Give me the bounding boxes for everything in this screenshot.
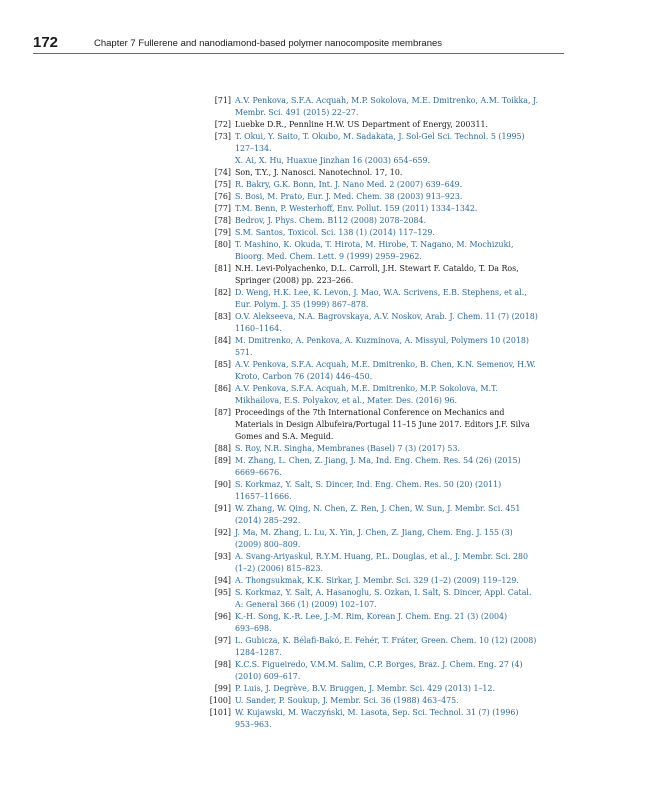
reference-item <box>203 287 565 311</box>
reference-link-text[interactable]: Bedrov, J. Phys. Chem. B112 (2008) 2078–2084. <box>235 216 427 225</box>
reference-link-text[interactable]: 127–134. <box>235 144 272 153</box>
reference-number: [86] <box>214 384 231 393</box>
reference-number: [85] <box>214 360 231 369</box>
reference-link-text[interactable]: Bioorg. Med. Chem. Lett. 9 (1999) 2959–2962. <box>235 252 422 261</box>
reference-item <box>203 119 565 131</box>
reference-item <box>203 227 565 239</box>
reference-link-text[interactable]: A.V. Penkova, S.F.A. Acquah, M.P. Sokolova, M.E. Dmitrenko, A.M. Toikka, J. <box>235 96 539 105</box>
reference-number: [100] <box>209 696 231 705</box>
reference-number: [95] <box>214 588 231 597</box>
reference-item <box>203 455 565 479</box>
reference-link-text[interactable]: (2009) 800–809. <box>235 540 301 549</box>
reference-item <box>203 131 565 167</box>
reference-item <box>203 683 565 695</box>
reference-item <box>203 659 565 683</box>
reference-link-text[interactable]: O.V. Alekseeva, N.A. Bagrovskaya, A.V. Noskov, Arab. J. Chem. 11 (7) (2018) <box>235 312 538 321</box>
page-header <box>33 35 593 51</box>
reference-item <box>203 695 565 707</box>
reference-number: [79] <box>214 228 231 237</box>
reference-number: [78] <box>214 216 231 225</box>
reference-link-text[interactable]: J. Ma, M. Zhang, L. Lu, X. Yin, J. Chen, Z. Jiang, Chem. Eng. J. 155 (3) <box>235 528 513 537</box>
reference-item <box>203 203 565 215</box>
reference-item <box>203 503 565 527</box>
reference-text: Springer (2008) pp. 223–266. <box>235 276 354 285</box>
reference-link-text[interactable]: 693–698. <box>235 624 272 633</box>
reference-text: Gomes and S.A. Meguid. <box>235 432 334 441</box>
reference-number: [82] <box>214 288 231 297</box>
reference-link-text[interactable]: A.V. Penkova, S.F.A. Acquah, M.E. Dmitrenko, M.P. Sokolova, M.T. <box>235 384 498 393</box>
reference-link-text[interactable]: W. Zhang, W. Qing, N. Chen, Z. Ren, J. Chen, W. Sun, J. Membr. Sci. 451 <box>235 504 521 513</box>
reference-link-text[interactable]: (2010) 609–617. <box>235 672 301 681</box>
reference-number: [96] <box>214 612 231 621</box>
reference-item <box>203 479 565 503</box>
reference-number: [74] <box>214 168 231 177</box>
reference-number: [98] <box>214 660 231 669</box>
reference-text: N.H. Levi-Polyachenko, D.L. Carroll, J.H. Stewart F. Cataldo, T. Da Ros, <box>235 264 519 273</box>
reference-link-text[interactable]: 1160–1164. <box>235 324 282 333</box>
reference-item <box>203 443 565 455</box>
reference-link-text[interactable]: L. Gubicza, K. Bélafi-Bakó, E. Fehér, T. Fráter, Green. Chem. 10 (12) (2008) <box>235 636 537 645</box>
reference-link-text[interactable]: K.-H. Song, K.-R. Lee, J.-M. Rim, Korean J. Chem. Eng. 21 (3) (2004) <box>235 612 508 621</box>
reference-item <box>203 311 565 335</box>
reference-link-text[interactable]: 11657–11666. <box>235 492 292 501</box>
reference-number: [91] <box>214 504 231 513</box>
reference-number: [71] <box>214 96 231 105</box>
reference-item <box>203 191 565 203</box>
reference-number: [88] <box>214 444 231 453</box>
reference-link-text[interactable]: Kroto, Carbon 76 (2014) 446–450. <box>235 372 373 381</box>
reference-item <box>203 95 565 119</box>
reference-number: [77] <box>214 204 231 213</box>
reference-link-text[interactable]: 953–963. <box>235 720 272 729</box>
reference-link-text[interactable]: Eur. Polym. J. 35 (1999) 867–878. <box>235 300 369 309</box>
reference-link-text[interactable]: R. Bakry, G.K. Bonn, Int. J. Nano Med. 2 (2007) 639–649. <box>235 180 463 189</box>
reference-number: [76] <box>214 192 231 201</box>
reference-item <box>203 167 565 179</box>
reference-number: [75] <box>214 180 231 189</box>
reference-link-text[interactable]: X. Ai, X. Hu, Huaxue Jinzhan 16 (2003) 654–659. <box>235 156 431 165</box>
reference-link-text[interactable]: Membr. Sci. 491 (2015) 22–27. <box>235 108 359 117</box>
reference-link-text[interactable]: M. Dmitrenko, A. Penkova, A. Kuzminova, A. Missyul, Polymers 10 (2018) <box>235 336 529 345</box>
reference-link-text[interactable]: S. Korkmaz, Y. Salt, A. Hasanoglu, S. Ozkan, I. Salt, S. Dincer, Appl. Catal. <box>235 588 532 597</box>
reference-number: [73] <box>214 132 231 141</box>
reference-link-text[interactable]: S.M. Santos, Toxicol. Sci. 138 (1) (2014) 117–129. <box>235 228 435 237</box>
reference-text: Luebke D.R., Pennline H.W. US Department of Energy, 200311. <box>235 120 488 129</box>
reference-item <box>203 335 565 359</box>
reference-link-text[interactable]: D. Weng, H.K. Lee, K. Levon, J. Mao, W.A. Scrivens, E.B. Stephens, et al., <box>235 288 527 297</box>
reference-link-text[interactable]: A: General 366 (1) (2009) 102–107. <box>235 600 377 609</box>
reference-link-text[interactable]: A. Svang-Ariyaskul, R.Y.M. Huang, P.L. Douglas, et al., J. Membr. Sci. 280 <box>235 552 529 561</box>
reference-link-text[interactable]: 6669–6676. <box>235 468 282 477</box>
reference-item <box>203 383 565 407</box>
reference-number: [99] <box>214 684 231 693</box>
reference-item <box>203 215 565 227</box>
reference-item <box>203 527 565 551</box>
reference-text: Materials in Design Albufeira/Portugal 11–15 June 2017. Editors J.F. Silva <box>235 420 530 429</box>
page-number: 172 <box>33 34 59 51</box>
reference-number: [93] <box>214 552 231 561</box>
reference-number: [90] <box>214 480 231 489</box>
reference-link-text[interactable]: T.M. Benn, P. Westerhoff, Env. Pollut. 159 (2011) 1334–1342. <box>235 204 478 213</box>
reference-link-text[interactable]: (1–2) (2006) 815–823. <box>235 564 323 573</box>
reference-link-text[interactable]: S. Bosi, M. Prato, Eur. J. Med. Chem. 38 (2003) 913–923. <box>235 192 463 201</box>
reference-link-text[interactable]: (2014) 285–292. <box>235 516 301 525</box>
reference-number: [81] <box>214 264 231 273</box>
reference-link-text[interactable]: Mikhailova, E.S. Polyakov, et al., Mater. Des. (2016) 96. <box>235 396 458 405</box>
reference-link-text[interactable]: P. Luis, J. Degrève, B.V. Bruggen, J. Membr. Sci. 429 (2013) 1–12. <box>235 684 495 693</box>
reference-item <box>203 635 565 659</box>
reference-item <box>203 263 565 287</box>
reference-number: [84] <box>214 336 231 345</box>
reference-item <box>203 575 565 587</box>
reference-link-text[interactable]: U. Sander, P. Soukup, J. Membr. Sci. 36 (1988) 463–475. <box>235 696 459 705</box>
reference-text: Proceedings of the 7th International Conference on Mechanics and <box>235 408 505 417</box>
reference-item <box>203 407 565 443</box>
reference-number: [87] <box>214 408 231 417</box>
reference-list <box>203 95 565 731</box>
reference-item <box>203 551 565 575</box>
reference-item <box>203 179 565 191</box>
reference-link-text[interactable]: A. Thongsukmak, K.K. Sirkar, J. Membr. Sci. 329 (1–2) (2009) 119–129. <box>235 576 519 585</box>
reference-item <box>203 587 565 611</box>
reference-link-text[interactable]: K.C.S. Figueiredo, V.M.M. Salim, C.P. Borges, Braz. J. Chem. Eng. 27 (4) <box>235 660 523 669</box>
reference-link-text[interactable]: 1284–1287. <box>235 648 282 657</box>
reference-link-text[interactable]: T. Okui, Y. Saito, T. Okubo, M. Sadakata, J. Sol-Gel Sci. Technol. 5 (1995) <box>235 132 525 141</box>
header-rule <box>33 53 564 54</box>
reference-number: [101] <box>209 708 231 717</box>
reference-item <box>203 707 565 731</box>
reference-link-text[interactable]: W. Kujawski, M. Waczyński, M. Lasota, Sep. Sci. Technol. 31 (7) (1996) <box>235 708 519 717</box>
reference-item <box>203 611 565 635</box>
reference-link-text[interactable]: S. Roy, N.R. Singha, Membranes (Basel) 7 (3) (2017) 53. <box>235 444 460 453</box>
reference-link-text[interactable]: T. Mashino, K. Okuda, T. Hirota, M. Hirobe, T. Nagano, M. Mochizuki, <box>235 240 514 249</box>
reference-number: [92] <box>214 528 231 537</box>
reference-number: [89] <box>214 456 231 465</box>
reference-link-text[interactable]: M. Zhang, L. Chen, Z. Jiang, J. Ma, Ind. Eng. Chem. Res. 54 (26) (2015) <box>235 456 521 465</box>
reference-number: [94] <box>214 576 231 585</box>
reference-number: [72] <box>214 120 231 129</box>
reference-item <box>203 239 565 263</box>
reference-number: [97] <box>214 636 231 645</box>
reference-link-text[interactable]: 571. <box>235 348 253 357</box>
reference-link-text[interactable]: S. Korkmaz, Y. Salt, S. Dincer, Ind. Eng. Chem. Res. 50 (20) (2011) <box>235 480 502 489</box>
reference-text: Son, T.Y., J. Nanosci. Nanotechnol. 17, 10. <box>235 168 403 177</box>
reference-number: [83] <box>214 312 231 321</box>
reference-link-text[interactable]: A.V. Penkova, S.F.A. Acquah, M.E. Dmitrenko, B. Chen, K.N. Semenov, H.W. <box>235 360 536 369</box>
running-title: Chapter 7 Fullerene and nanodiamond-based polymer nanocomposite membranes <box>94 38 443 49</box>
reference-number: [80] <box>214 240 231 249</box>
reference-item <box>203 359 565 383</box>
